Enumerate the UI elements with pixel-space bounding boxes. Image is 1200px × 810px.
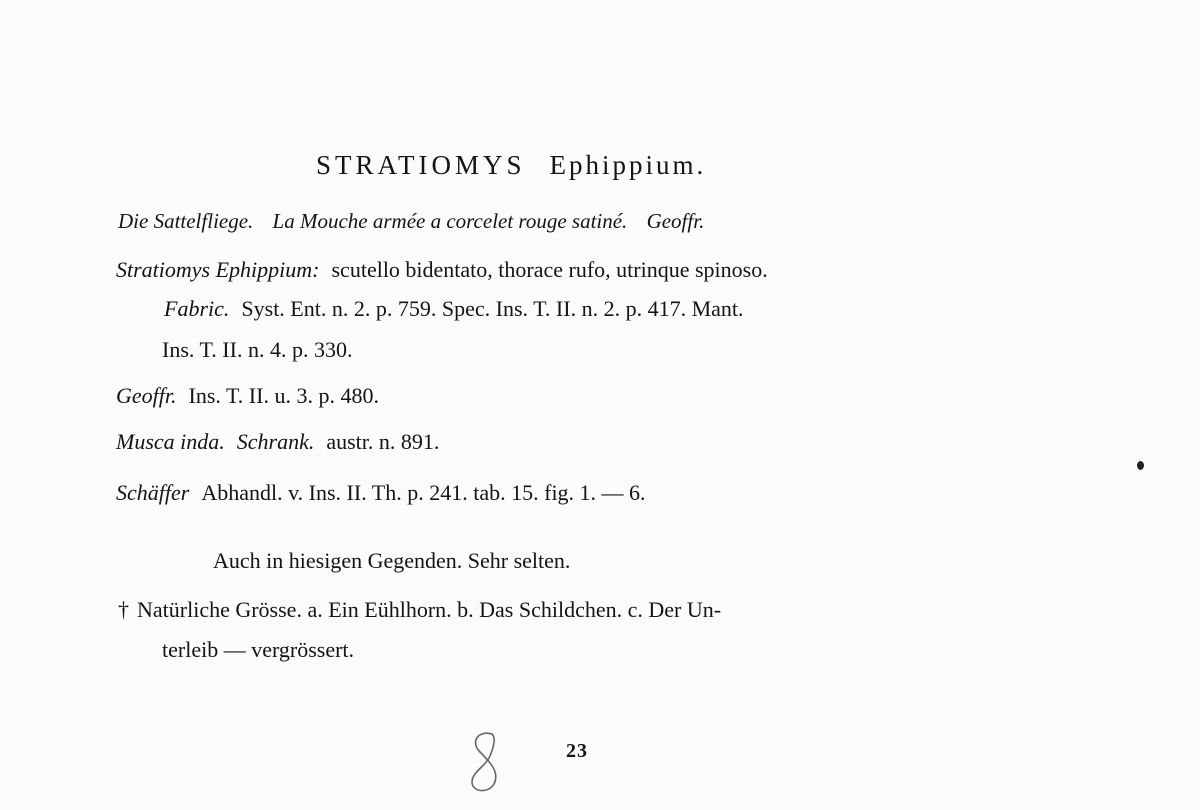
synonym-reference: austr. n. 891. [326, 429, 440, 454]
page-number: 23 [566, 740, 588, 762]
synonym-author: Schrank. [236, 429, 315, 454]
genus-name: STRATIOMYS [316, 150, 526, 180]
description-diagnosis: scutello bidentato, thorace rufo, utrinque spinoso. [331, 257, 768, 282]
habitat-note: Auch in hiesigen Gegenden. Sehr selten. [213, 548, 571, 573]
fabric-reference: Syst. Ent. n. 2. p. 759. Spec. Ins. T. II. n. 2. p. 417. Mant. [241, 296, 744, 321]
species-title [316, 150, 706, 181]
fabric-author: Fabric. [164, 296, 230, 321]
dagger-symbol: † [118, 597, 129, 622]
synonym-name: Musca inda. [116, 429, 225, 454]
synonym-schaeffer [116, 480, 646, 506]
german-common-name: Die Sattelfliege. [118, 209, 254, 233]
figure-note-line-1 [118, 597, 721, 623]
synonym-reference: Abhandl. v. Ins. II. Th. p. 241. tab. 15. fig. 1. — 6. [201, 480, 646, 505]
ink-speck [1137, 461, 1144, 470]
species-name: Ephippium. [549, 150, 707, 180]
handwritten-eight-mark [460, 728, 510, 798]
synonym-geoffr [116, 383, 379, 409]
fabric-reference-cont: Ins. T. II. n. 4. p. 330. [162, 337, 353, 362]
french-common-name: La Mouche armée a corcelet rouge satiné. [272, 209, 628, 233]
description-line-1 [116, 257, 768, 283]
synonym-author: Schäffer [116, 480, 190, 505]
description-line-2 [164, 296, 744, 322]
description-line-3 [162, 337, 352, 363]
figure-note-text: Natürliche Grösse. a. Ein Eühlhorn. b. Das Schildchen. c. Der Un- [137, 597, 722, 622]
common-names-line [118, 209, 718, 234]
synonym-author: Geoffr. [116, 383, 177, 408]
figure-note-line-2: terleib — vergrössert. [162, 637, 355, 662]
french-author: Geoffr. [646, 209, 705, 233]
synonym-reference: Ins. T. II. u. 3. p. 480. [188, 383, 379, 408]
description-name: Stratiomys Ephippium: [116, 257, 320, 282]
synonym-musca [116, 429, 439, 455]
